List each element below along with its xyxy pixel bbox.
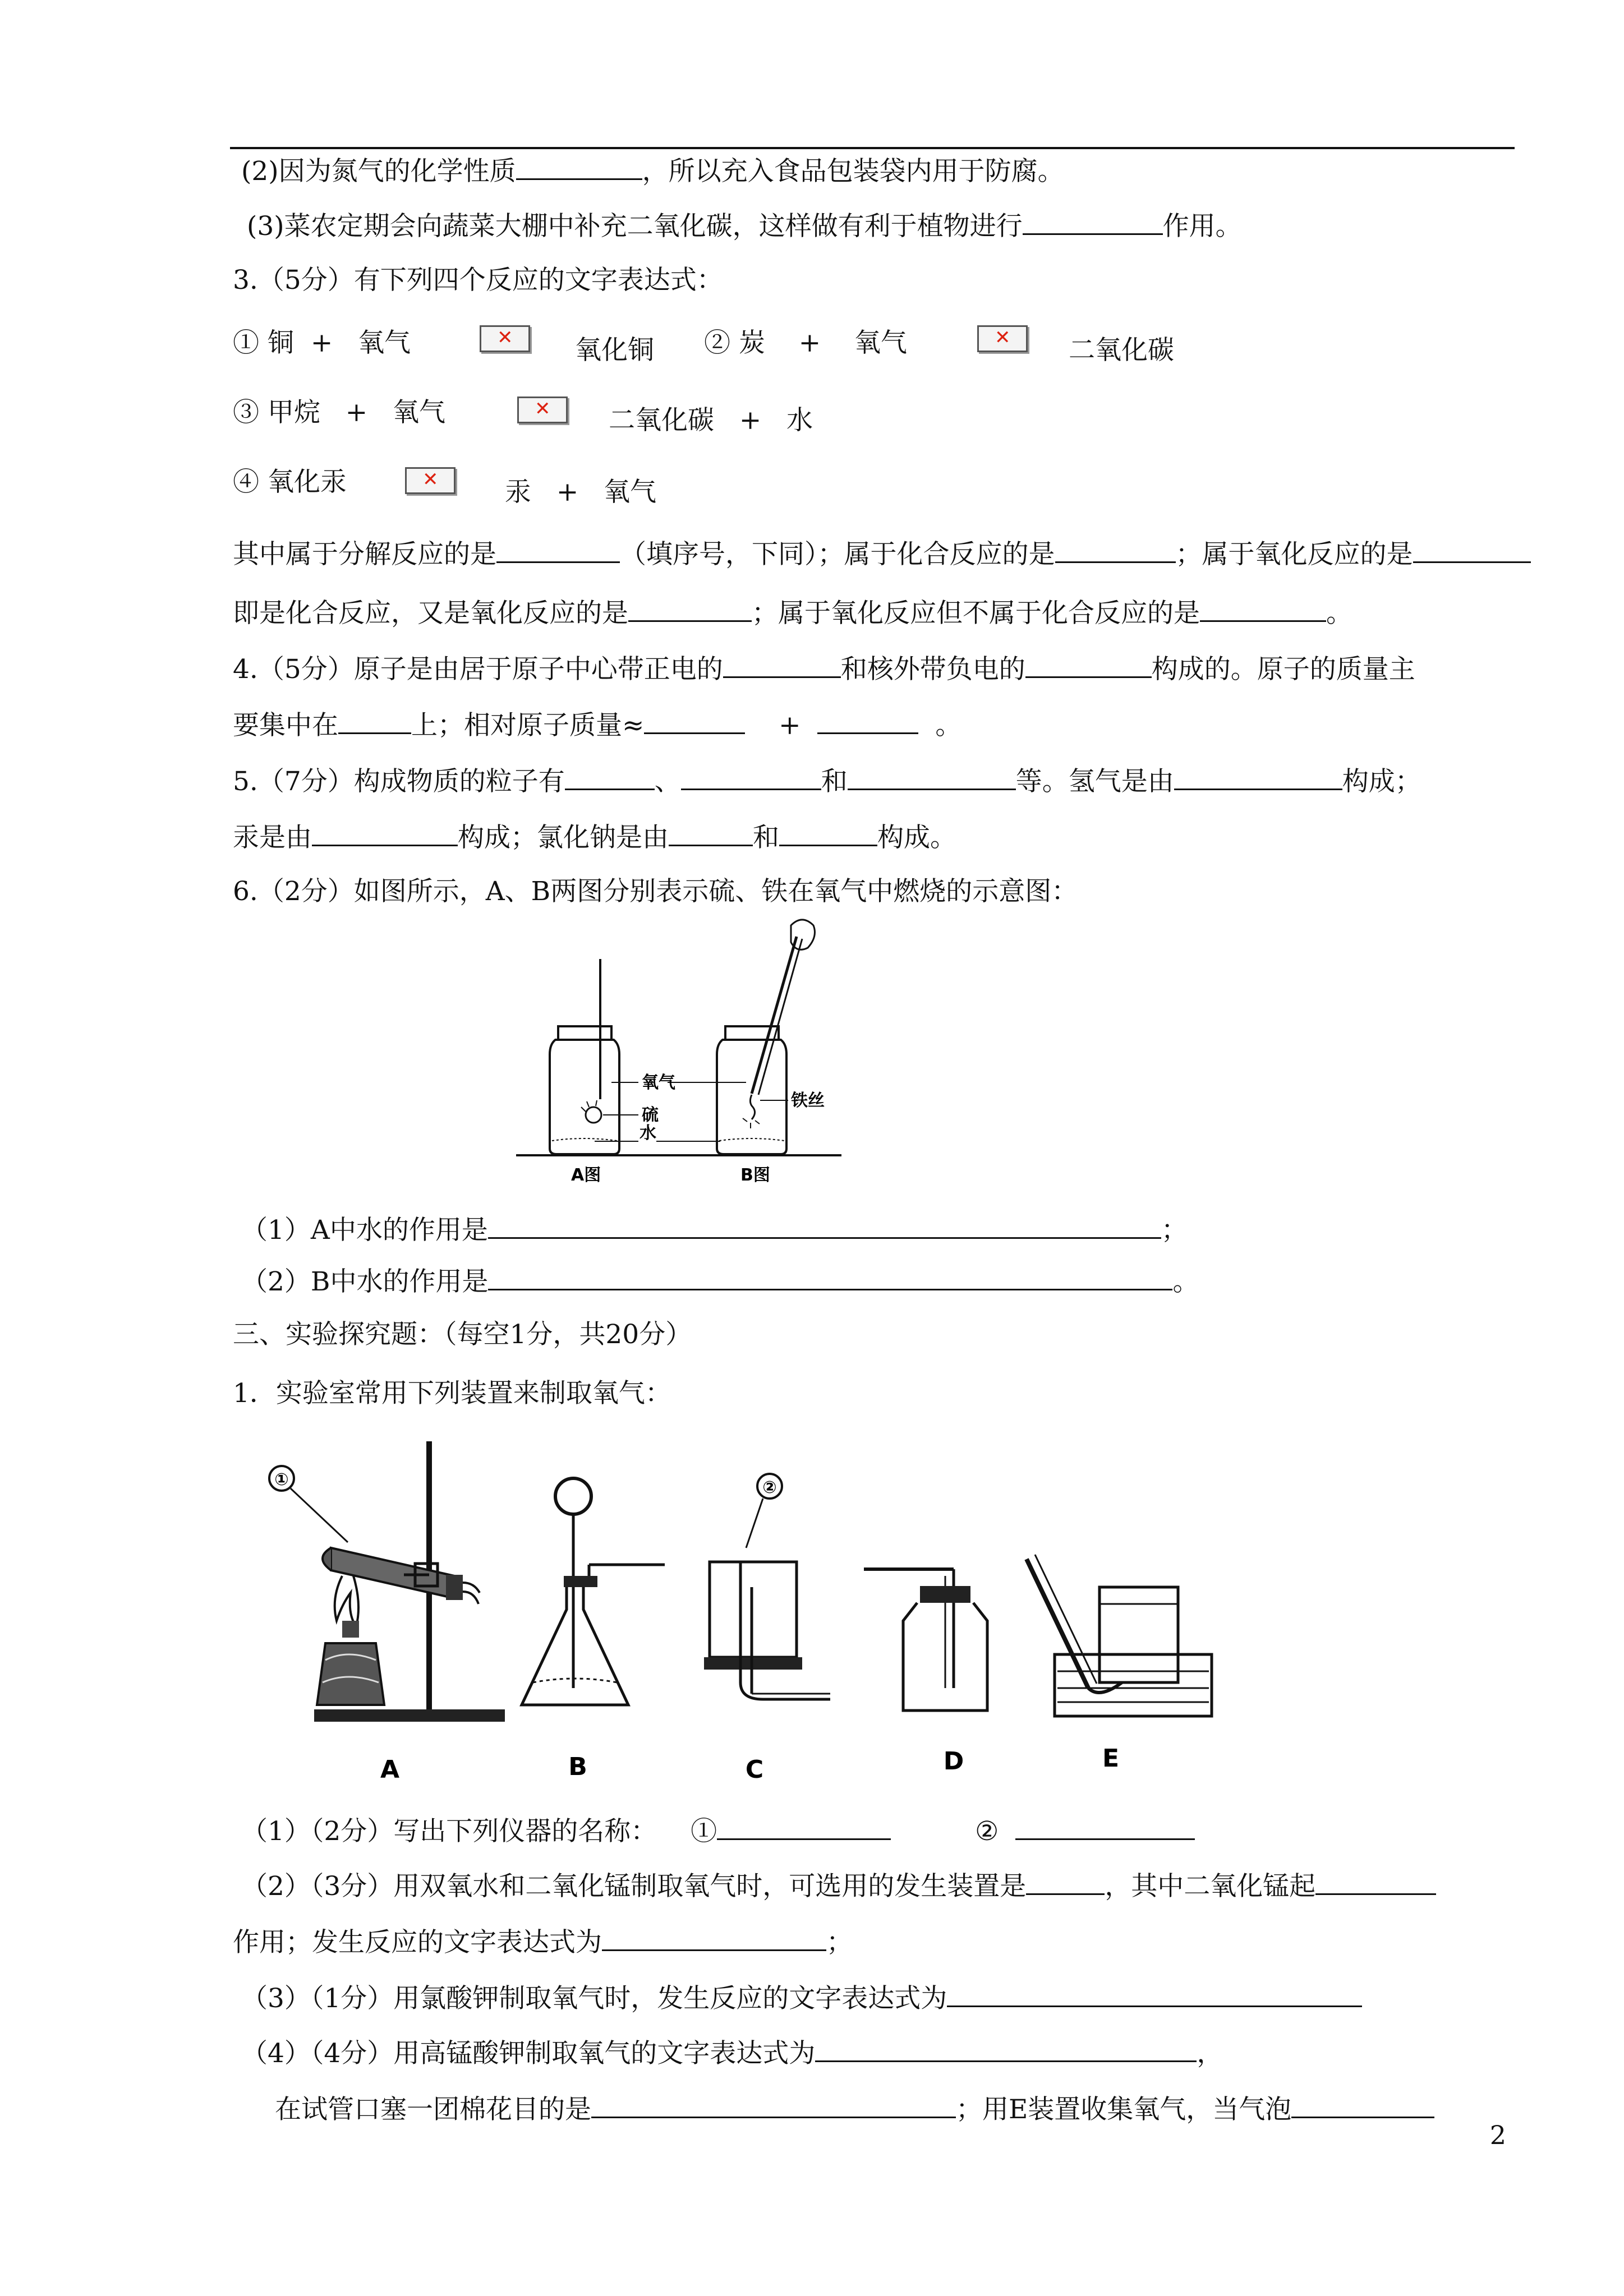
- answer-blank[interactable]: [1023, 208, 1163, 235]
- label-figure-a: A图: [571, 1165, 601, 1185]
- answer-blank[interactable]: [644, 707, 745, 734]
- sec3-p2b: 作用；发生反应的文字表达式为 ；: [233, 1924, 853, 1960]
- answer-blank[interactable]: [779, 819, 877, 846]
- apparatus-e: [1027, 1555, 1212, 1716]
- answer-blank[interactable]: [848, 763, 1016, 790]
- reaction-arrow-icon: [517, 397, 568, 423]
- q3-line2: 即是化合反应，又是氧化反应的是 ；属于氧化反应但不属于化合反应的是 。: [233, 594, 1352, 630]
- reaction-arrow-icon: [405, 467, 456, 494]
- label-circle-2: ②: [762, 1478, 777, 1497]
- apparatus-figure: [258, 1436, 1245, 1795]
- reaction-2-reactants: ② 炭 + 氧气: [704, 328, 907, 358]
- label-c: C: [745, 1755, 764, 1784]
- answer-blank[interactable]: [1015, 1813, 1195, 1840]
- sec3-p4: （4）（4分）用高锰酸钾制取氧气的文字表达式为 ，: [241, 2035, 1223, 2071]
- answer-blank[interactable]: [1315, 1868, 1436, 1895]
- answer-blank[interactable]: [565, 763, 655, 790]
- apparatus-b: [522, 1478, 665, 1705]
- q3-title: 3.（5分）有下列四个反应的文字表达式：: [233, 265, 723, 296]
- sec3-p1: （1）（2分）写出下列仪器的名称： ① ②: [241, 1813, 1195, 1848]
- answer-blank[interactable]: [496, 536, 620, 563]
- label-sulfur: 硫: [642, 1105, 659, 1125]
- q6-sub1: （1）A中水的作用是 ；: [241, 1211, 1188, 1247]
- label-oxygen: 氧气: [642, 1073, 675, 1092]
- q2-part3: (3)菜农定期会向蔬菜大棚中补充二氧化碳，这样做有利于植物进行 作用。: [247, 208, 1242, 243]
- q6-sub2: （2）B中水的作用是 。: [241, 1263, 1199, 1299]
- answer-blank[interactable]: [1055, 536, 1176, 563]
- sec3-p4b: 在试管口塞一团棉花目的是 ；用E装置收集氧气，当气泡: [275, 2091, 1434, 2127]
- answer-blank[interactable]: [1413, 536, 1531, 563]
- label-circle-1: ①: [274, 1470, 289, 1490]
- answer-blank[interactable]: [488, 1263, 1172, 1290]
- answer-blank[interactable]: [669, 819, 753, 846]
- label-figure-b: B图: [740, 1165, 770, 1185]
- q6-title: 6.（2分）如图所示，A、B两图分别表示硫、铁在氧气中燃烧的示意图：: [233, 876, 1078, 907]
- sec3-p2: （2）（3分）用双氧水和二氧化锰制取氧气时，可选用的发生装置是 ，其中二氧化锰起: [241, 1868, 1436, 1903]
- apparatus-d: [864, 1569, 987, 1711]
- sec3-p3: （3）（1分）用氯酸钾制取氧气时，发生反应的文字表达式为: [241, 1980, 1362, 2016]
- answer-blank[interactable]: [717, 1813, 891, 1840]
- answer-blank[interactable]: [1200, 594, 1326, 622]
- label-d: D: [943, 1747, 964, 1776]
- answer-blank[interactable]: [312, 819, 458, 846]
- answer-blank[interactable]: [817, 707, 918, 734]
- q4-line2: 要集中在 上；相对原子质量≈ + 。: [233, 707, 961, 743]
- q5-line2: 汞是由 构成；氯化钠是由 和 构成。: [233, 819, 956, 855]
- reaction-arrow-icon: [480, 325, 530, 352]
- answer-blank[interactable]: [628, 594, 752, 622]
- answer-blank[interactable]: [1174, 763, 1342, 790]
- label-iron-wire: 铁丝: [791, 1091, 825, 1110]
- sec3-q1-title: 1．实验室常用下列装置来制取氧气：: [233, 1378, 671, 1409]
- label-b: B: [568, 1753, 587, 1781]
- answer-blank[interactable]: [591, 2091, 956, 2118]
- answer-blank[interactable]: [602, 1924, 826, 1951]
- section-3-title: 三、实验探究题：（每空1分，共20分）: [233, 1319, 692, 1350]
- jar-a: [550, 1026, 619, 1154]
- jar-b: [717, 920, 815, 1154]
- q2-part2: (2)因为氮气的化学性质 ，所以充入食品包装袋内用于防腐。: [241, 153, 1064, 188]
- reaction-2-product: 二氧化碳: [1069, 335, 1174, 366]
- q5-line1: 5.（7分）构成物质的粒子有 、 和 等。氢气是由 构成；: [233, 763, 1421, 799]
- answer-blank[interactable]: [1291, 2091, 1434, 2118]
- label-a: A: [380, 1755, 400, 1784]
- combustion-figure: [505, 914, 853, 1195]
- label-e: E: [1102, 1744, 1120, 1773]
- apparatus-a: [269, 1441, 505, 1722]
- header-rule: [230, 147, 1515, 149]
- reaction-3-reactants: ③ 甲烷 + 氧气: [233, 397, 445, 428]
- answer-blank[interactable]: [516, 153, 642, 180]
- label-water: 水: [640, 1123, 656, 1143]
- answer-blank[interactable]: [681, 763, 821, 790]
- answer-blank[interactable]: [338, 707, 411, 734]
- q4-line1: 4.（5分）原子是由居于原子中心带正电的 和核外带负电的 构成的。原子的质量主: [233, 651, 1415, 686]
- reaction-4-reactant: ④ 氧化汞: [233, 467, 347, 497]
- answer-blank[interactable]: [1025, 651, 1152, 678]
- reaction-arrow-icon: [977, 325, 1028, 352]
- q3-line1: 其中属于分解反应的是 （填序号，下同）；属于化合反应的是 ；属于氧化反应的是: [233, 536, 1531, 571]
- answer-blank[interactable]: [947, 1980, 1362, 2007]
- reaction-3-products: 二氧化碳 + 水: [609, 405, 813, 436]
- reaction-1-product: 氧化铜: [575, 335, 654, 366]
- apparatus-c: [704, 1474, 830, 1699]
- page-number: 2: [1489, 2120, 1506, 2150]
- answer-blank[interactable]: [488, 1211, 1161, 1239]
- answer-blank[interactable]: [1026, 1868, 1105, 1895]
- reaction-1-reactants: ① 铜 + 氧气: [233, 328, 411, 358]
- answer-blank[interactable]: [723, 651, 841, 678]
- answer-blank[interactable]: [815, 2035, 1197, 2062]
- reaction-4-products: 汞 + 氧气: [505, 477, 657, 508]
